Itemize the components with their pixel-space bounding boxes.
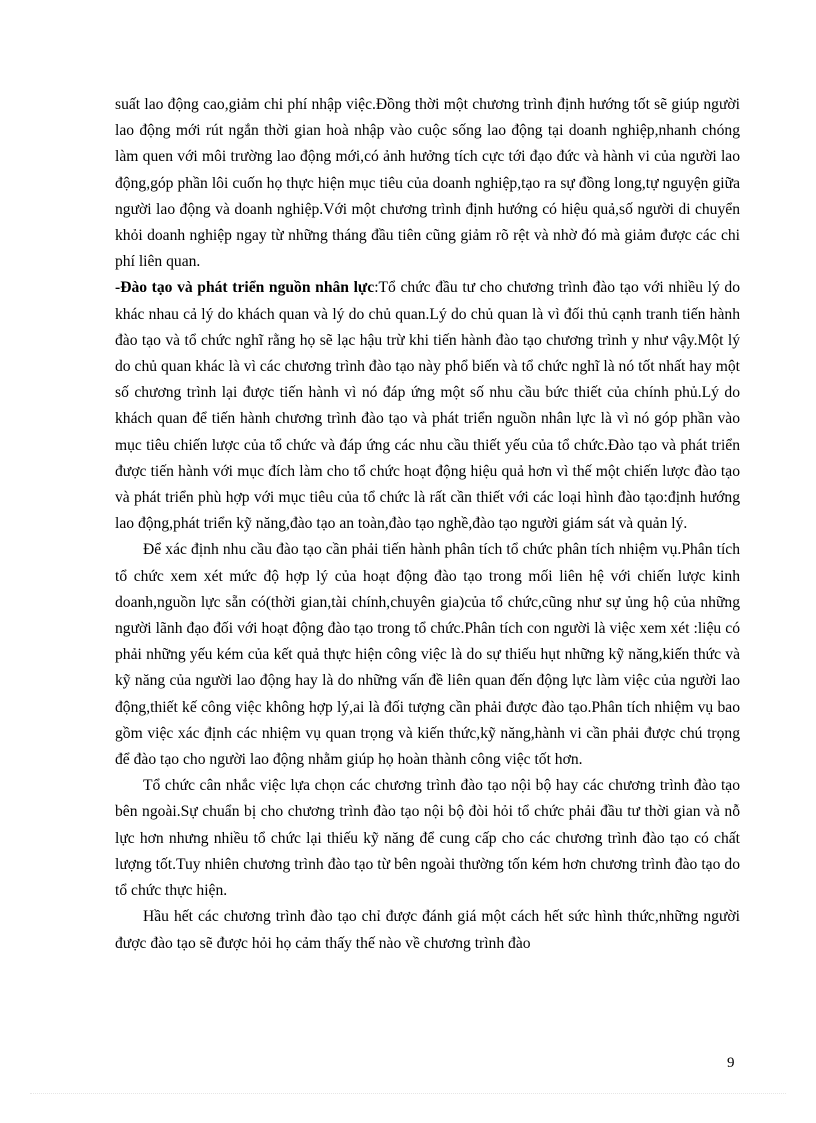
paragraph-5: Hầu hết các chương trình đào tạo chỉ được đánh giá một cách hết sức hình thức,những người được đào tạo sẽ được hỏi họ cảm thấy thế nào về chương trình đào bbox=[115, 908, 740, 952]
section-heading-training: -Đào tạo và phát triển nguồn nhân lực bbox=[115, 279, 375, 297]
paragraph-2 bbox=[115, 275, 740, 537]
footer-divider bbox=[30, 1093, 786, 1094]
paragraph-2-body: :Tổ chức đầu tư cho chương trình đào tạo với nhiều lý do khác nhau cả lý do khách quan và lý do chủ quan.Lý do chủ quan là vì đối thủ cạnh tranh tiến hành đào tạo và tổ chức nghĩ rằng họ sẽ lạc hậu trừ khi tiến hành đào tạo chương trình y như vậy.Một lý do chủ quan khác là vì các chương trình đào tạo này phổ biến và tổ chức nghĩ là nó tốt nhất hay một số chương trình lại được tiến hành vì nó đáp ứng một số nhu cầu bức thiết của chính phủ.Lý do khách quan để tiến hành chương trình đào tạo và phát triển nguồn nhân lực là vì nó góp phần vào mục tiêu chiến lược của tổ chức và đáp ứng các nhu cầu thiết yếu của tổ chức.Đào tạo và phát triển được tiến hành với mục đích làm cho tổ chức hoạt động hiệu quả hơn vì thế một chiến lược đào tạo và phát triển phù hợp với mục tiêu của tổ chức là rất cần thiết với các loại hình đào tạo:định hướng lao động,phát triển kỹ năng,đào tạo an toàn,đào tạo nghề,đào tạo người giám sát và quản lý. bbox=[115, 279, 740, 533]
paragraph-1: suất lao động cao,giảm chi phí nhập việc.Đồng thời một chương trình định hướng tốt sẽ giúp người lao động mới rút ngắn thời gian hoà nhập vào cuộc sống lao động tại doanh nghiệp,nhanh chóng làm quen với môi trường lao động mới,có ảnh hưởng tích cực tới đạo đức và hành vi của người lao động,góp phần lôi cuốn họ thực hiện mục tiêu của doanh nghiệp,tạo ra sự đồng long,tự nguyện giữa người lao động và doanh nghiệp.Với một chương trình định hướng có hiệu quả,số người di chuyển khỏi doanh nghiệp ngay từ những tháng đầu tiên cũng giảm rõ rệt và nhờ đó mà giảm được các chi phí liên quan. bbox=[115, 96, 740, 271]
paragraph-4: Tổ chức cân nhắc việc lựa chọn các chương trình đào tạo nội bộ hay các chương trình đào tạo bên ngoài.Sự chuẩn bị cho chương trình đào tạo nội bộ đòi hỏi tổ chức phải đầu tư thời gian và nỗ lực hơn nhưng nhiều tổ chức lại thiếu kỹ năng để cung cấp cho các chương trình đào tạo có chất lượng tốt.Tuy nhiên chương trình đào tạo từ bên ngoài thường tốn kém hơn chương trình đào tạo do tổ chức thực hiện. bbox=[115, 777, 740, 900]
page-number: 9 bbox=[727, 1055, 735, 1071]
paragraph-3: Để xác định nhu cầu đào tạo cần phải tiến hành phân tích tổ chức phân tích nhiệm vụ.Phân tích tổ chức xem xét mức độ hợp lý của hoạt động đào tạo trong mối liên hệ với chiến lược kinh doanh,nguồn lực sẵn có(thời gian,tài chính,chuyên gia)của tổ chức,cũng như sự ủng hộ của những người lãnh đạo đối với hoạt động đào tạo trong tổ chức.Phân tích con người là việc xem xét :liệu có phải những yếu kém của kết quả thực hiện công việc là do sự thiếu hụt những kỹ năng,kiến thức và kỹ năng của người lao động hay là do những vấn đề liên quan đến động lực làm việc của người lao động,thiết kế công việc không hợp lý,ai là đối tượng cần phải được đào tạo.Phân tích nhiệm vụ bao gồm việc xác định các nhiệm vụ quan trọng và kiến thức,kỹ năng,hành vi cần phải được chú trọng để đào tạo cho người lao động nhằm giúp họ hoàn thành công việc tốt hơn. bbox=[115, 541, 740, 769]
body-text bbox=[115, 92, 740, 957]
